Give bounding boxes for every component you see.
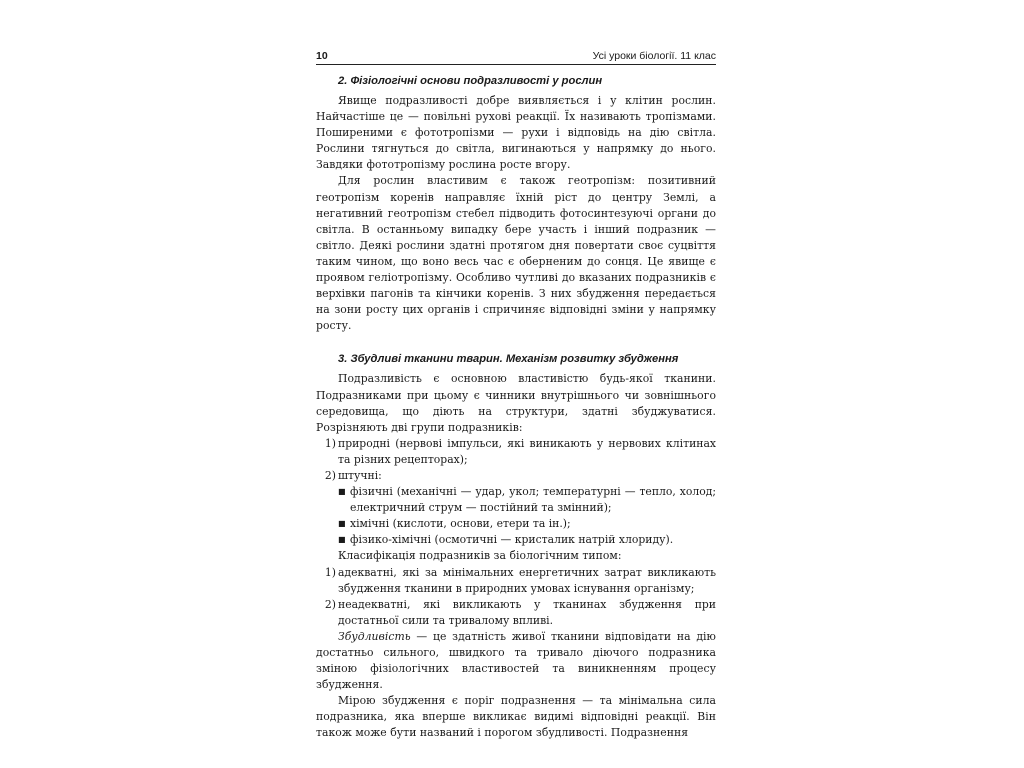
classification-line: Класифікація подразників за біологічним типом: (338, 549, 622, 563)
square-bullet-icon: ■ (338, 487, 346, 497)
square-bullet-icon: ■ (338, 519, 346, 529)
bullet-item (316, 484, 716, 516)
list-text: штучні: (338, 468, 382, 482)
list-text: природні (нервові імпульси, які виникають у нервових клітинах та різних рецепторах); (338, 436, 716, 466)
list-number: 1) (324, 436, 336, 450)
bullet-text: фізико-хімічні (осмотичні — кристалик натрій хлориду). (350, 533, 674, 547)
bullet-item (316, 516, 716, 532)
section-3-title: 3. Збудливі тканини тварин. Механізм розвитку збудження (338, 353, 679, 366)
list-text: неадекватні, які викликають у тканинах збудження при достатньої сили та тривалому впливі. (338, 597, 716, 627)
section-2-title: 2. Фізіологічні основи подразливості у рослин (338, 75, 603, 87)
list-number: 2) (324, 597, 336, 611)
last-paragraph: Мірою збудження є поріг подразнення — та мінімальна сила подразника, яка вперше викликає видимі відповідні реакції. Він також може бути названий і порогом збудливості. Подразнення (316, 694, 716, 740)
definition-term: Збудливість (338, 629, 411, 643)
bullet-text: хімічні (кислоти, основи, етери та ін.); (350, 517, 571, 531)
page-number: 10 (316, 50, 328, 62)
list-item (316, 597, 716, 629)
list-number: 2) (324, 468, 336, 482)
section-3-intro: Подразливість є основною властивістю будь-якої тканини. Подразниками при цьому є чинники внутрішнього чи зовнішнього середовища, що діють на структури, здатні збуджуватися. Розрізняють дві групи подразників: (316, 372, 716, 434)
list-item (316, 468, 716, 484)
definition-text: — це здатність живої тканини відповідати на дію достатньо сильного, швидкого та тривало діючого подразника зміною фізіологічних властивостей та виникненням процесу збудження. (316, 629, 716, 692)
list-item (316, 436, 716, 468)
list-number: 1) (324, 565, 336, 579)
section-2-paragraph: Для рослин властивим є також геотропізм: позитивний геотропізм коренів направляє їхній ріст до центру Землі, а негативний геотропізм стебел підводить фотосинтезуючі органи до світла. В останньому випадку бере участь і інший подразник — світло. Деякі рослини здатні протягом дня повертати своє суцвіття таким чином, що воно весь час є оберненим до сонця. Це явище є проявом геліотропізму. Особливо чутливі до вказаних подразників є верхівки пагонів та кінчики коренів. З них збудження передається на зони росту цих органів і спричиняє відповідні зміни у напрямку росту. (316, 174, 716, 333)
bullet-item (316, 532, 716, 548)
bullet-text: фізичні (механічні — удар, укол; температурні — тепло, холод; електричний струм — постійний та змінний); (350, 485, 716, 515)
list-text: адекватні, які за мінімальних енергетичних затрат викликають збудження тканини в природних умовах існування організму; (338, 565, 716, 595)
running-header (316, 46, 716, 65)
list-item (316, 565, 716, 597)
square-bullet-icon: ■ (338, 535, 346, 545)
book-page (316, 46, 716, 742)
definition-paragraph (316, 629, 716, 693)
section-2-paragraph: Явище подразливості добре виявляється і у клітин рослин. Найчастіше це — повільні рухові реакції. Їх називають тропізмами. Поширеними є фототропізми — рухи і відповідь на дію світла. Рослини тягнуться до світла, вигинаються у напрямку до нього. Завдяки фототропізму рослина росте вгору. (316, 94, 716, 172)
running-title: Усі уроки біології. 11 клас (592, 50, 716, 62)
